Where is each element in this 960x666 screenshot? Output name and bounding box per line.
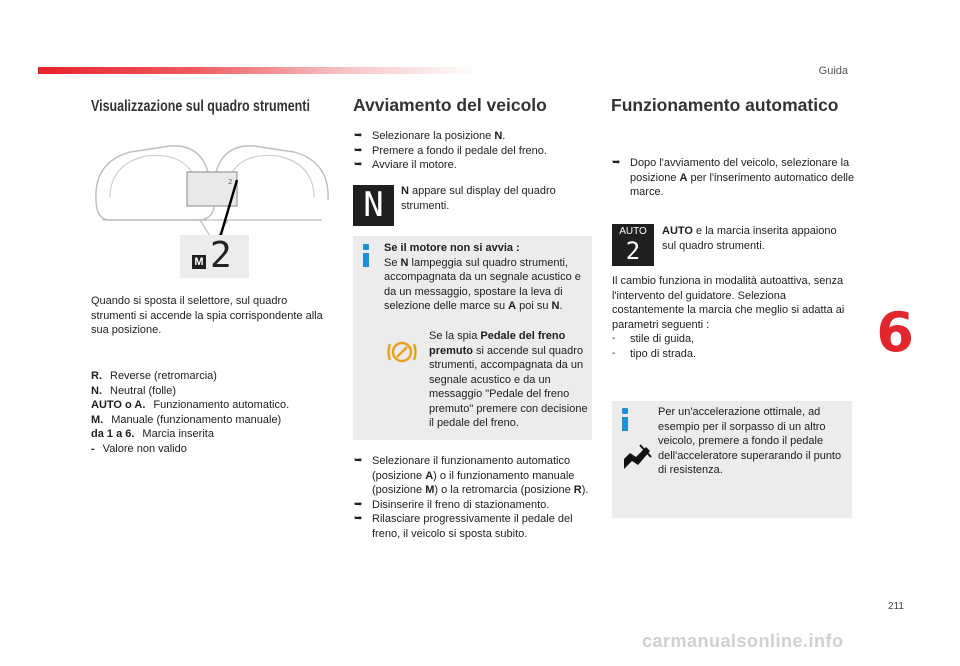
pedal-text-top: Se la spia Pedale del freno premuto si accende sul quadro strumenti, accompagnata da un segnale acustico e da un messaggio "Pedale del freno premuto" premere con decisione il pedale del freno. bbox=[429, 330, 588, 429]
gear-number: 2 bbox=[210, 235, 232, 276]
arrow-icon: ➥ bbox=[612, 157, 621, 168]
step-item: ➥ Disinserire il freno di stazionamento. bbox=[354, 498, 550, 511]
info-text: Se il motore non si avvia : Se N lampeggia sul quadro strumenti, accompagnata da un segnale acustico e da un messaggio, spostare la leva di selezione delle marce su A poi su N. bbox=[384, 242, 581, 312]
arrow-icon: ➥ bbox=[354, 513, 363, 524]
neutral-note: N appare sul display del quadro strumenti. bbox=[401, 185, 556, 212]
neutral-display-icon: N bbox=[353, 185, 394, 226]
legend-item: R. Reverse (retromarcia) bbox=[91, 370, 217, 382]
list-item: - stile di guida, bbox=[612, 333, 695, 345]
col3-title: Funzionamento automatico bbox=[611, 95, 839, 115]
page-number: 211 bbox=[888, 601, 904, 612]
arrow-icon: ➥ bbox=[354, 455, 363, 466]
svg-text:2: 2 bbox=[228, 178, 233, 186]
auto-display-icon: AUTO 2 bbox=[612, 224, 654, 266]
arrow-icon: ➥ bbox=[354, 498, 363, 510]
step-item: ➥ Selezionare il funzionamento automatico (posizione A) o il funzionamento manuale (posizione M) o la retromarcia (posizione R). bbox=[354, 455, 589, 496]
engine-no-start-infobox bbox=[353, 236, 592, 440]
auto-step bbox=[612, 156, 856, 200]
step-item: ➥ Dopo l'avviamento del veicolo, selezionare la posizione A per l'inserimento automatico delle marce. bbox=[612, 157, 855, 198]
brake-pedal-warning-icon bbox=[386, 336, 418, 368]
chapter-number: 6 bbox=[876, 301, 914, 364]
info-icon bbox=[363, 244, 369, 268]
start-steps-2 bbox=[354, 454, 596, 541]
col2-title: Avviamento del veicolo bbox=[353, 95, 547, 115]
info-icon bbox=[622, 408, 628, 432]
arrow-icon: ➥ bbox=[354, 130, 363, 141]
gear-display-closeup bbox=[180, 235, 249, 278]
auto-note: AUTO e la marcia inserita appaiono sul quadro strumenti. bbox=[662, 225, 837, 252]
step-item: ➥ Premere a fondo il pedale del freno. bbox=[354, 144, 547, 157]
step-item: ➥ Rilasciare progressivamente il pedale del freno, il veicolo si sposta subito. bbox=[354, 513, 573, 540]
pedal-foot-icon bbox=[622, 443, 652, 471]
section-label: Guida bbox=[818, 65, 848, 77]
legend-item: AUTO o A. Funzionamento automatico. bbox=[91, 399, 290, 411]
arrow-icon: ➥ bbox=[354, 144, 363, 156]
col1-intro: Quando si sposta il selettore, sul quadro strumenti si accende la spia corrispondente alla sua posizione. bbox=[91, 295, 323, 336]
legend-item: - Valore non valido bbox=[91, 442, 187, 455]
manual-mode-indicator: M bbox=[192, 255, 206, 269]
start-steps bbox=[354, 129, 594, 173]
watermark: carmanualsonline.info bbox=[642, 631, 844, 651]
legend-item: M. Manuale (funzionamento manuale) bbox=[91, 413, 282, 426]
step-item: ➥ Avviare il motore. bbox=[354, 159, 457, 171]
acceleration-tip-box bbox=[612, 401, 852, 518]
step-item: ➥ Selezionare la posizione N. bbox=[354, 130, 506, 142]
list-item: - tipo di strada. bbox=[612, 347, 697, 360]
legend-item: da 1 a 6. Marcia inserita bbox=[91, 428, 214, 440]
legend-list bbox=[91, 369, 331, 456]
tip-text: Per un'accelerazione ottimale, ad esempio per il sorpasso di un altro veicolo, premere a fondo il pedale dell'acceleratore superarando il punto di resistenza. bbox=[658, 406, 842, 476]
arrow-icon: ➥ bbox=[354, 159, 363, 170]
col1-title: Visualizzazione sul quadro strumenti bbox=[91, 98, 310, 115]
auto-description: Il cambio funziona in modalità autoattiva, senza l'intervento del guidatore. Seleziona costantemente la marcia che meglio si adatta ai parametri seguenti : - stile di guida, - tipo di strada. bbox=[612, 274, 856, 361]
header-accent-bar bbox=[38, 67, 480, 74]
legend-item: N. Neutral (folle) bbox=[91, 384, 177, 397]
